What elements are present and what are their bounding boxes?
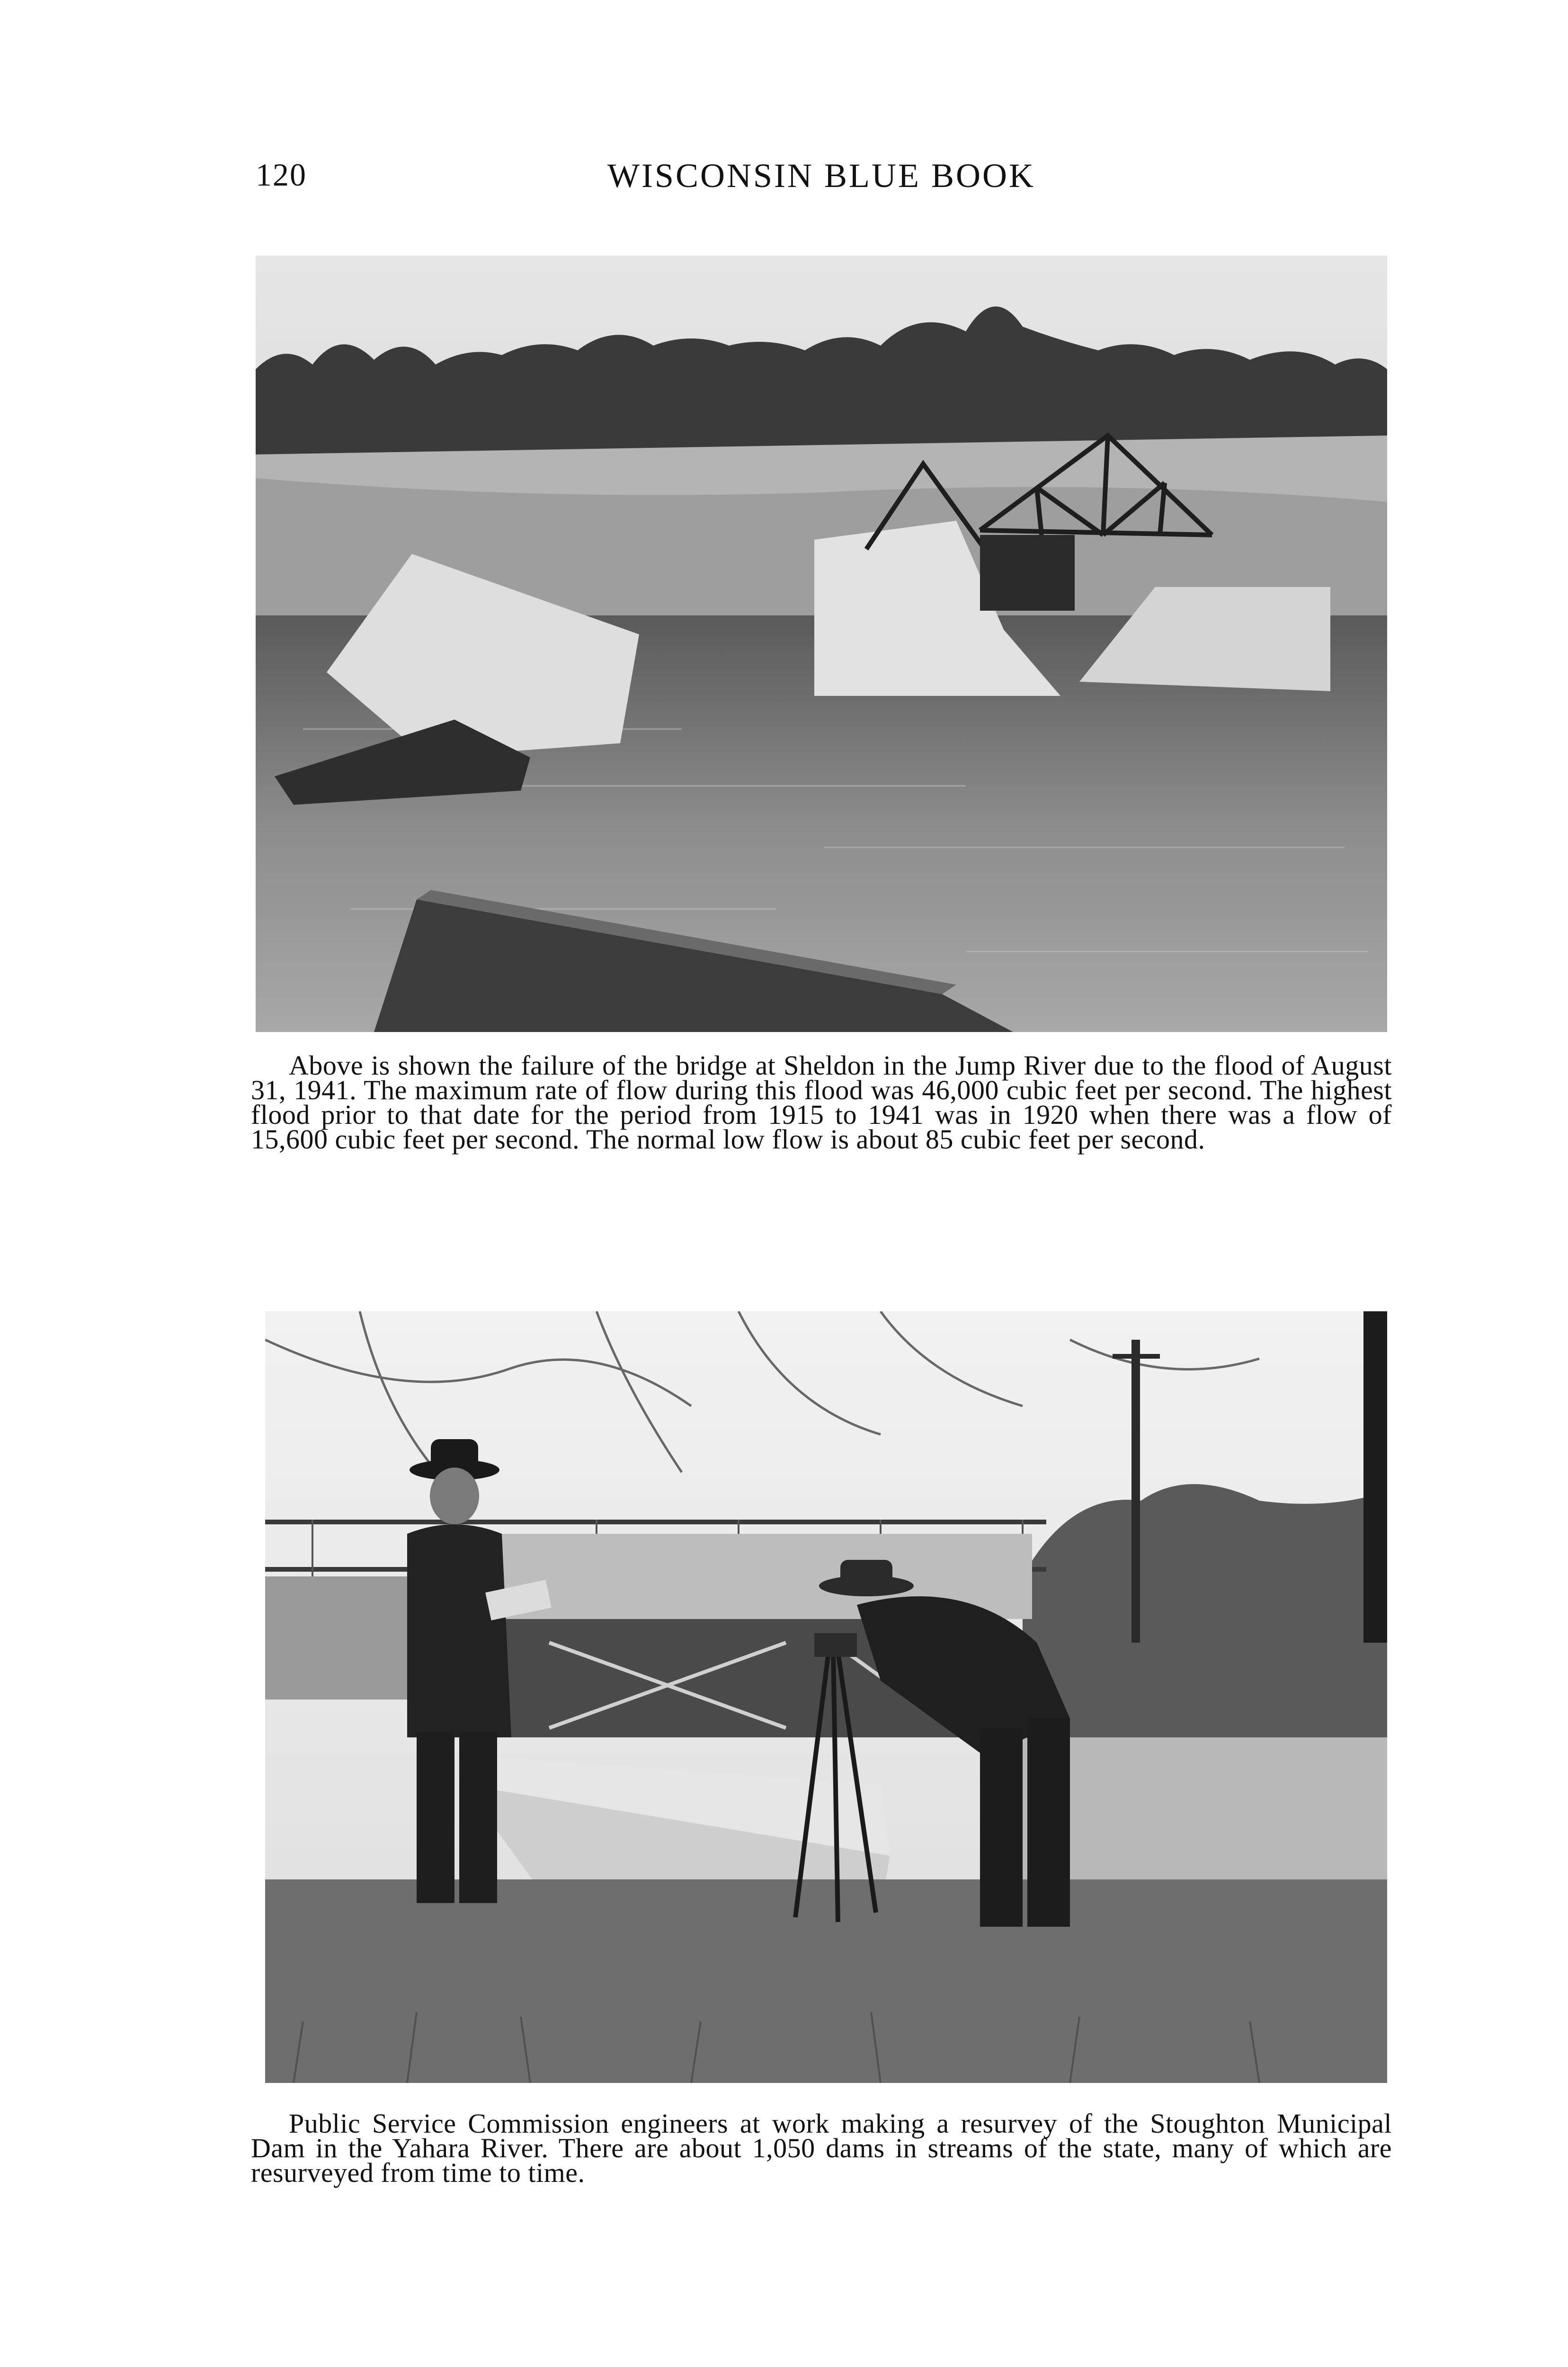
running-head: WISCONSIN BLUE BOOK xyxy=(607,157,1035,195)
page-header xyxy=(256,156,1387,204)
figure-caption-bridge: Above is shown the failure of the bridge at Sheldon in the Jump River due to the flood of August 31, 1941. The maximum rate of flow during this flood was 46,000 cubic feet per second. The highest flood prior to that date for the period from 1915 to 1941 was in 1920 when there was a flow of 15,600 cubic feet per second. The normal low flow is about 85 cubic feet per second. xyxy=(251,1050,1392,1155)
bridge-failure-image xyxy=(256,256,1387,1032)
dam-survey-photo xyxy=(265,1311,1387,2083)
page-number: 120 xyxy=(256,157,307,193)
figure-caption-dam: Public Service Commission engineers at work making a resurvey of the Stoughton Municipal Dam in the Yahara River. There are about 1,050 dams in streams of the state, many of which are resurveyed from time to time. xyxy=(251,2108,1392,2188)
dam-survey-image xyxy=(265,1311,1387,2083)
bridge-failure-photo xyxy=(256,256,1387,1032)
